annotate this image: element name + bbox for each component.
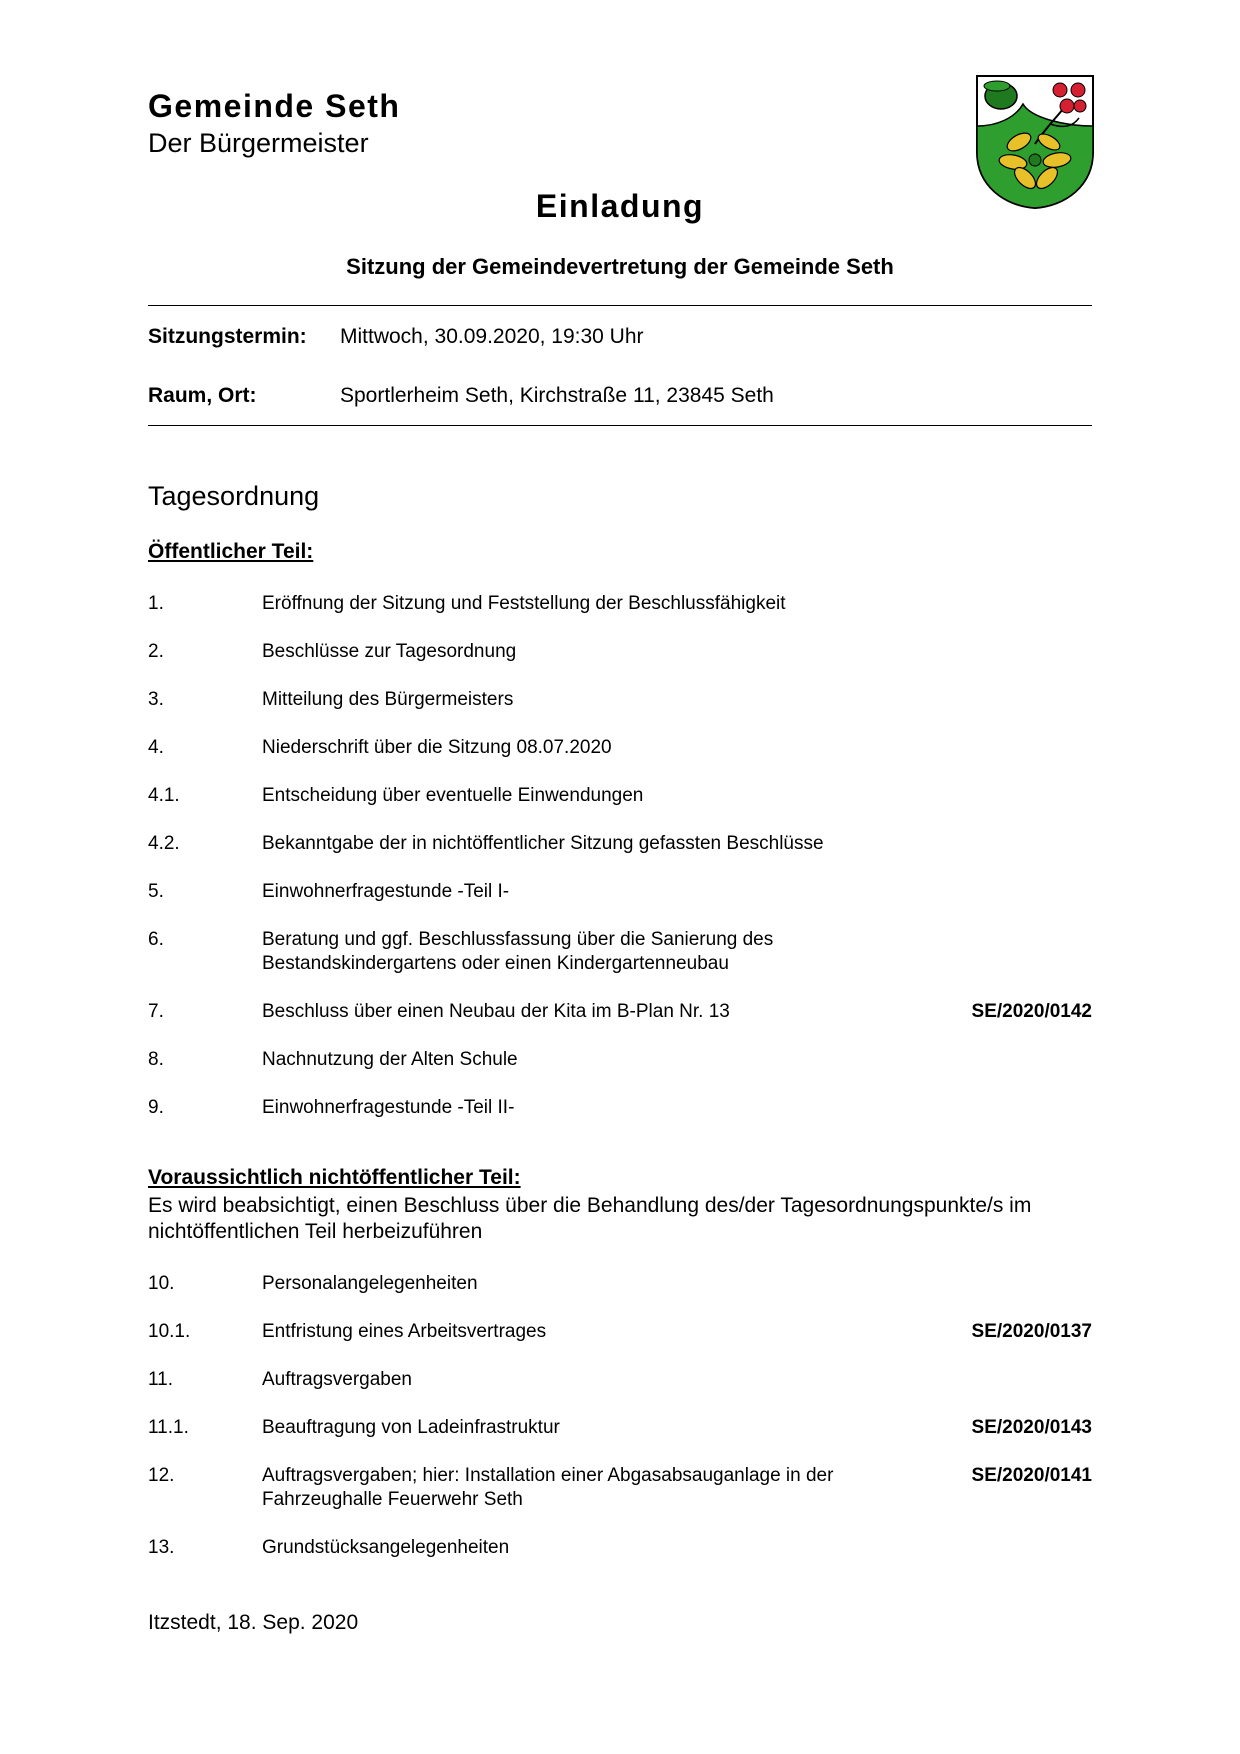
agenda-item-number: 4.1.	[148, 785, 180, 806]
agenda-item-number: 2.	[148, 641, 164, 662]
agenda-item-number: 11.1.	[148, 1417, 189, 1438]
agenda-item-text: Entfristung eines Arbeitsvertrages	[262, 1321, 547, 1342]
agenda-item-text: Grundstücksangelegenheiten	[262, 1537, 510, 1558]
agenda-item-text: Beschluss über einen Neubau der Kita im B-Plan Nr. 13	[262, 1001, 730, 1022]
meeting-date-label: Sitzungstermin:	[148, 325, 307, 348]
agenda-item-text: Eröffnung der Sitzung und Feststellung der Beschlussfähigkeit	[262, 593, 786, 614]
agenda-item-text: Beschlüsse zur Tagesordnung	[262, 641, 517, 662]
agenda-item-text: Entscheidung über eventuelle Einwendungen	[262, 785, 644, 806]
agenda-item-number: 13.	[148, 1537, 175, 1558]
agenda-item-text: Auftragsvergaben; hier: Installation einer Abgasabsauganlage in der Fahrzeughalle Feuerwehr Seth	[262, 1465, 834, 1510]
agenda-item-number: 10.	[148, 1273, 175, 1294]
agenda-item-reference: SE/2020/0137	[971, 1321, 1092, 1342]
agenda-item-number: 7.	[148, 1001, 164, 1022]
agenda-item-text: Einwohnerfragestunde -Teil I-	[262, 881, 510, 902]
agenda-item-number: 9.	[148, 1097, 164, 1118]
agenda-item-text: Beauftragung von Ladeinfrastruktur	[262, 1417, 560, 1438]
agenda-item-number: 10.1.	[148, 1321, 191, 1342]
agenda-item-number: 4.	[148, 737, 164, 758]
agenda-item-text: Einwohnerfragestunde -Teil II-	[262, 1097, 515, 1118]
agenda-item-number: 6.	[148, 929, 164, 950]
organization-name: Gemeinde Seth	[148, 88, 401, 124]
agenda-heading: Tagesordnung	[148, 481, 320, 511]
document-title: Einladung	[535, 188, 705, 224]
meeting-date-value: Mittwoch, 30.09.2020, 19:30 Uhr	[340, 325, 644, 348]
document-subtitle: Sitzung der Gemeindevertretung der Gemeinde Seth	[346, 254, 894, 279]
agenda-item-text: Auftragsvergaben	[262, 1369, 412, 1390]
divider-top	[148, 305, 1092, 306]
agenda-item-reference: SE/2020/0142	[971, 1001, 1092, 1022]
agenda-item-number: 3.	[148, 689, 164, 710]
private-section-note: Es wird beabsichtigt, einen Beschluss über die Behandlung des/der Tagesordnungspunkte/s im nichtöffentlichen Teil herbeizuführen	[148, 1194, 1032, 1243]
agenda-item-text: Mitteilung des Bürgermeisters	[262, 689, 514, 710]
organization-subtitle: Der Bürgermeister	[148, 128, 369, 158]
divider-bottom	[148, 425, 1092, 426]
meeting-place-label: Raum, Ort:	[148, 384, 257, 407]
agenda-item-reference: SE/2020/0143	[971, 1417, 1092, 1438]
agenda-item-number: 12.	[148, 1465, 175, 1486]
meeting-place-value: Sportlerheim Seth, Kirchstraße 11, 23845 Seth	[340, 384, 774, 407]
footer-place-date: Itzstedt, 18. Sep. 2020	[148, 1611, 359, 1634]
private-section-heading: Voraussichtlich nichtöffentlicher Teil:	[148, 1166, 521, 1189]
agenda-item-text: Niederschrift über die Sitzung 08.07.2020	[262, 737, 612, 758]
agenda-item-text: Nachnutzung der Alten Schule	[262, 1049, 518, 1070]
agenda-item-number: 5.	[148, 881, 164, 902]
agenda-item-text: Beratung und ggf. Beschlussfassung über die Sanierung des Bestandskindergartens oder einen Kindergartenneubau	[262, 929, 774, 974]
agenda-item-number: 4.2.	[148, 833, 180, 854]
agenda-item-number: 8.	[148, 1049, 164, 1070]
agenda-item-reference: SE/2020/0141	[971, 1465, 1092, 1486]
agenda-item-text: Personalangelegenheiten	[262, 1273, 478, 1294]
agenda-item-number: 11.	[148, 1369, 174, 1390]
agenda-item-number: 1.	[148, 593, 164, 614]
public-section-heading: Öffentlicher Teil:	[148, 540, 314, 563]
agenda-item-text: Bekanntgabe der in nichtöffentlicher Sitzung gefassten Beschlüsse	[262, 833, 824, 854]
